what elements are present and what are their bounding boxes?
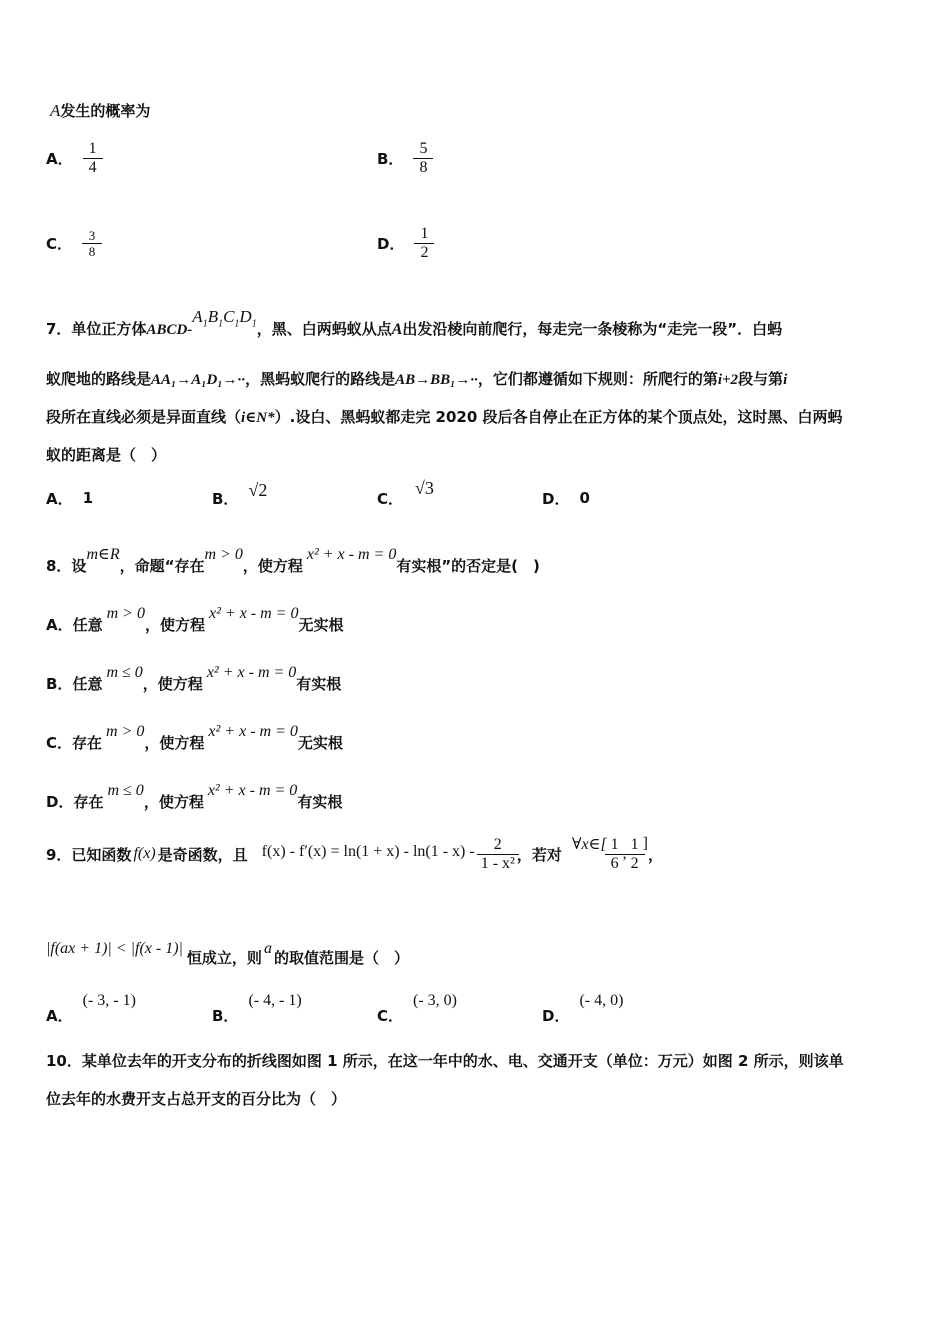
math: a [263, 940, 272, 957]
math: x² + x - m = 0 [208, 723, 298, 740]
q8-stem: 8．设 m∈R ，命题“存在 m > 0 ，使方程 x² + x - m = 0 有实根”的否定是( ) [46, 546, 540, 575]
q6-event-var: A [50, 101, 61, 120]
q6-option-b[interactable] [377, 135, 431, 181]
math: m∈R [86, 546, 120, 563]
q8-number: 8．设 [46, 557, 87, 575]
option-label: A． [46, 149, 73, 168]
option-label: B． [377, 149, 404, 168]
q9-option-c[interactable]: C． (- 3, 0) [377, 992, 457, 1025]
q7-number: 7．单位正方体 [46, 320, 147, 338]
q10-line-1 [46, 1050, 844, 1071]
math: m > 0 [106, 723, 145, 740]
q9-line-2: |f(ax + 1)| < |f(x - 1)| 恒成立，则 a 的取值范围是（ ） [46, 940, 409, 967]
math: x² + x - m = 0 [209, 605, 299, 622]
q6-tail-text: 发生的概率为 [60, 102, 151, 120]
math: m ≤ 0 [107, 782, 144, 799]
fraction: $\frac{2}{\text{1 - x²}}$ [479, 836, 517, 873]
q8-option-b[interactable]: B． 任意 m ≤ 0 ，使方程 x² + x - m = 0 有实根 [46, 664, 342, 693]
q6-tail [50, 100, 150, 121]
q7-cube-top-face: $A_1B_1C_1D_1$ [192, 307, 257, 330]
q9-equation: f(x) - f′(x) = ln(1 + x) - ln(1 - x) - [261, 843, 475, 860]
q7-black-path: AB→BB₁→·· [395, 372, 478, 388]
math: f(x) [133, 845, 156, 862]
q6-option-c[interactable] [46, 222, 100, 264]
q7-cube-name: ABCD- [146, 322, 193, 338]
math: m > 0 [106, 605, 145, 622]
sqrt-2: √2 [248, 479, 268, 500]
q10-stem: 10．某单位去年的开支分布的折线图如图 1 所示，在这一年中的水、电、交通开支（单位：万元）如图 2 所示，则该单 [46, 1052, 844, 1070]
q8-option-c[interactable]: C． 存在 m > 0 ，使方程 x² + x - m = 0 无实根 [46, 723, 343, 752]
fraction: $\frac{1}{6}$ [607, 836, 623, 873]
q9-option-b[interactable]: B． (- 4, - 1) [212, 992, 302, 1025]
fraction: $\frac{1}{2}$ [416, 225, 432, 262]
q7-option-b[interactable]: B． √2 [212, 479, 268, 508]
fraction: $\frac{1}{2}$ [627, 836, 643, 873]
math: (- 3, 0) [413, 992, 457, 1009]
math: x² + x - m = 0 [206, 664, 297, 681]
q6-option-a[interactable] [46, 135, 101, 181]
q9-option-d[interactable]: D． (- 4, 0) [542, 992, 624, 1025]
math: m > 0 [204, 546, 243, 563]
q7-line-4: 蚁的距离是（ ） [46, 446, 167, 464]
q8-option-a[interactable]: A． 任意 m > 0 ，使方程 x² + x - m = 0 无实根 [46, 605, 344, 634]
q8-option-d[interactable]: D． 存在 m ≤ 0 ，使方程 x² + x - m = 0 有实根 [46, 782, 343, 811]
q7-option-d[interactable]: D． 0 [542, 489, 590, 508]
math: ∀x∈[ [571, 836, 607, 853]
fraction: $\frac{3}{8}$ [84, 228, 100, 259]
q9-stem: 9．已知函数 f(x) 是奇函数，且 f(x) - f′(x) = ln(1 + x) - ln(1 - x) - $\frac{2}{\text{1 - x²}}$ ，若对 ∀x∈[ $\frac{1}{6}$ , $\frac{1}{2}$ ] ， [46, 835, 664, 872]
q7-line-3: 段所在直线必须是异面直线（i∈N*）.设白、黑蚂蚁都走完 2020 段后各自停止在正方体的某个顶点处，这时黑、白两蚂 [46, 408, 843, 426]
option-label: C． [46, 234, 73, 253]
q7-line-1: 7．单位正方体ABCD-$A_1B_1C_1D_1$，黑、白两蚂蚁从点A出发沿棱向前爬行，每走完一条棱称为“走完一段”．白蚂 [46, 307, 783, 338]
q7-option-a[interactable]: A． 1 [46, 489, 94, 508]
q9-option-a[interactable]: A． (- 3, - 1) [46, 992, 136, 1025]
math: x² + x - m = 0 [306, 546, 397, 563]
q9-number: 9．已知函数 [46, 845, 132, 864]
sqrt-3: √3 [415, 477, 434, 498]
q7-line-2: 蚁爬地的路线是AA₁→A₁D₁→··，黑蚂蚁爬行的路线是AB→BB₁→··，它们都遵循如下规则：所爬行的第i+2段与第i [46, 370, 788, 388]
math: x² + x - m = 0 [207, 782, 298, 799]
q7-white-path: AA₁→A₁D₁→·· [151, 372, 246, 388]
math: (- 4, 0) [579, 992, 624, 1009]
q10-line-2: 位去年的水费开支占总开支的百分比为（ ） [46, 1090, 347, 1108]
q7-condition: i∈N* [241, 410, 275, 426]
option-label: D． [377, 234, 405, 253]
q7-option-c[interactable]: C． √3 [377, 477, 434, 508]
q6-option-d[interactable] [377, 220, 432, 266]
math: m ≤ 0 [106, 664, 143, 681]
q9-inequality: |f(ax + 1)| < |f(x - 1)| [46, 940, 183, 957]
math: (- 3, - 1) [82, 992, 136, 1009]
fraction: $\frac{5}{8}$ [415, 140, 431, 177]
math: (- 4, - 1) [248, 992, 302, 1009]
fraction: $\frac{1}{4}$ [85, 140, 101, 177]
